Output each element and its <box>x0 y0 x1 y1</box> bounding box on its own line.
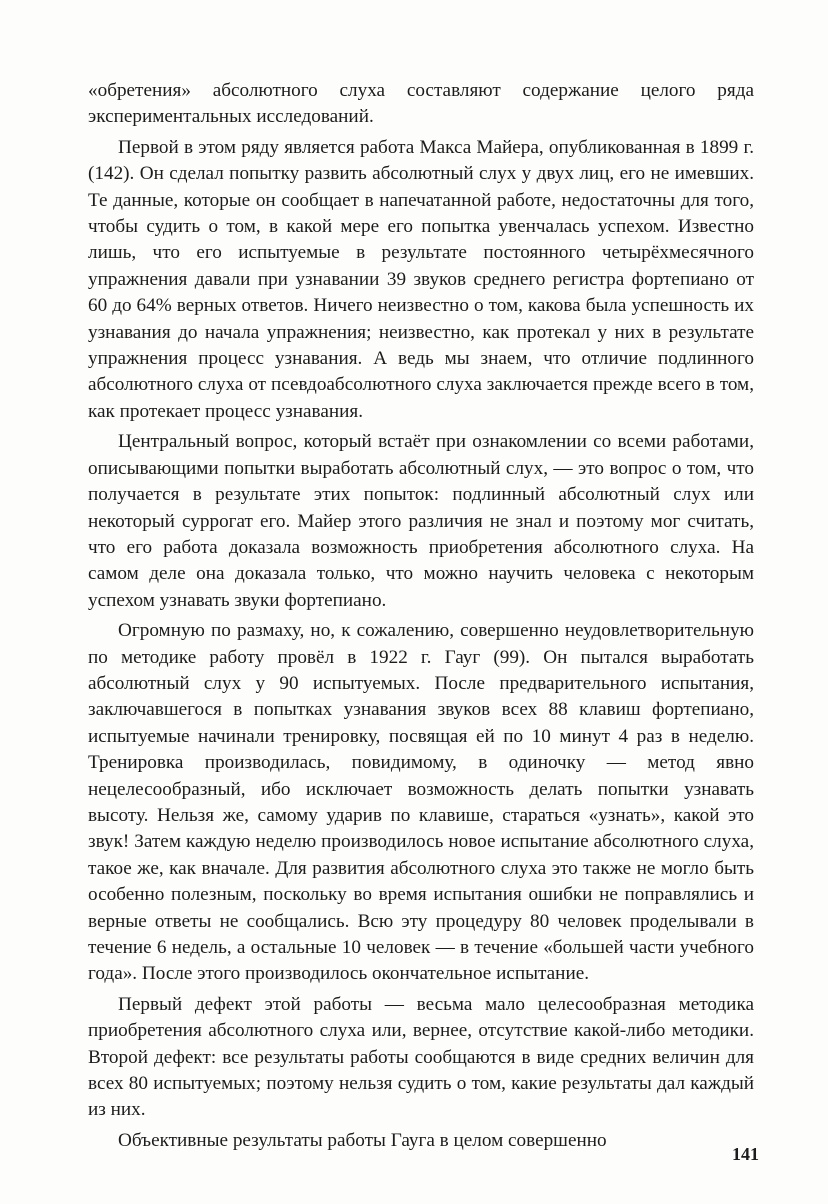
page-number: 141 <box>732 1144 759 1164</box>
paragraph-1: «обретения» абсолютного слуха составляют содержание целого ряда экспериментальных исследований. <box>88 80 754 128</box>
paragraph-6: Объективные результаты работы Гауга в целом совершенно <box>118 1129 607 1151</box>
paragraph-3: Центральный вопрос, который встаёт при ознакомлении со всеми работами, описывающими попытки выработать абсолютный слух, — это вопрос о том, что получается в результате этих попыток: подлинный абсолютный слух или некоторый суррогат его. Майер этого различия не знал и поэтому мог считать, что его работа доказала возможность приобретения абсолютного слуха. На самом деле она доказала только, что можно научить человека с некоторым успехом узнавать звуки фортепиано. <box>88 431 754 611</box>
body-text <box>88 78 754 1158</box>
paragraph-4: Огромную по размаху, но, к сожалению, совершенно неудовлетворительную по методике работу провёл в 1922 г. Гауг (99). Он пытался выработать абсолютный слух у 90 испытуемых. После предварительного испытания, заключавшегося в попытках узнавания звуков всех 88 клавиш фортепиано, испытуемые начинали тренировку, посвящая ей по 10 минут 4 раз в неделю. Тренировка производилась, повидимому, в одиночку — метод явно нецелесообразный, ибо исключает возможность делать попытки узнавать высоту. Нельзя же, самому ударив по клавише, стараться «узнать», какой это звук! Затем каждую неделю производилось новое испытание абсолютного слуха, такое же, как вначале. Для развития абсолютного слуха это также не могло быть особенно полезным, поскольку во время испытания ошибки не поправлялись и верные ответы не сообщались. Всю эту процедуру 80 человек проделывали в течение 6 недель, а остальные 10 человек — в течение «большей части учебного года». После этого производилось окончательное испытание. <box>88 620 754 985</box>
paragraph-2: Первой в этом ряду является работа Макса Майера, опубликованная в 1899 г. (142). Он сделал попытку развить абсолютный слух у двух лиц, его не имевших. Те данные, которые он сообщает в напечатанной работе, недостаточны для того, чтобы судить о том, в какой мере его попытка увенчалась успехом. Известно лишь, что его испытуемые в результате постоянного четырёхмесячного упражнения давали при узнавании 39 звуков среднего регистра фортепиано от 60 до 64% верных ответов. Ничего неизвестно о том, какова была успешность их узнавания до начала упражнения; неизвестно, как протекал у них в результате упражнения процесс узнавания. А ведь мы знаем, что отличие подлинного абсолютного слуха от псевдоабсолютного слуха заключается прежде всего в том, как протекает процесс узнавания. <box>88 136 754 422</box>
paragraph-5: Первый дефект этой работы — весьма мало целесообразная методика приобретения абсолютного слуха или, вернее, отсутствие какой-либо методики. Второй дефект: все результаты работы сообщаются в виде средних величин для всех 80 испытуемых; поэтому нельзя судить о том, какие результаты дал каждый из них. <box>88 993 754 1121</box>
